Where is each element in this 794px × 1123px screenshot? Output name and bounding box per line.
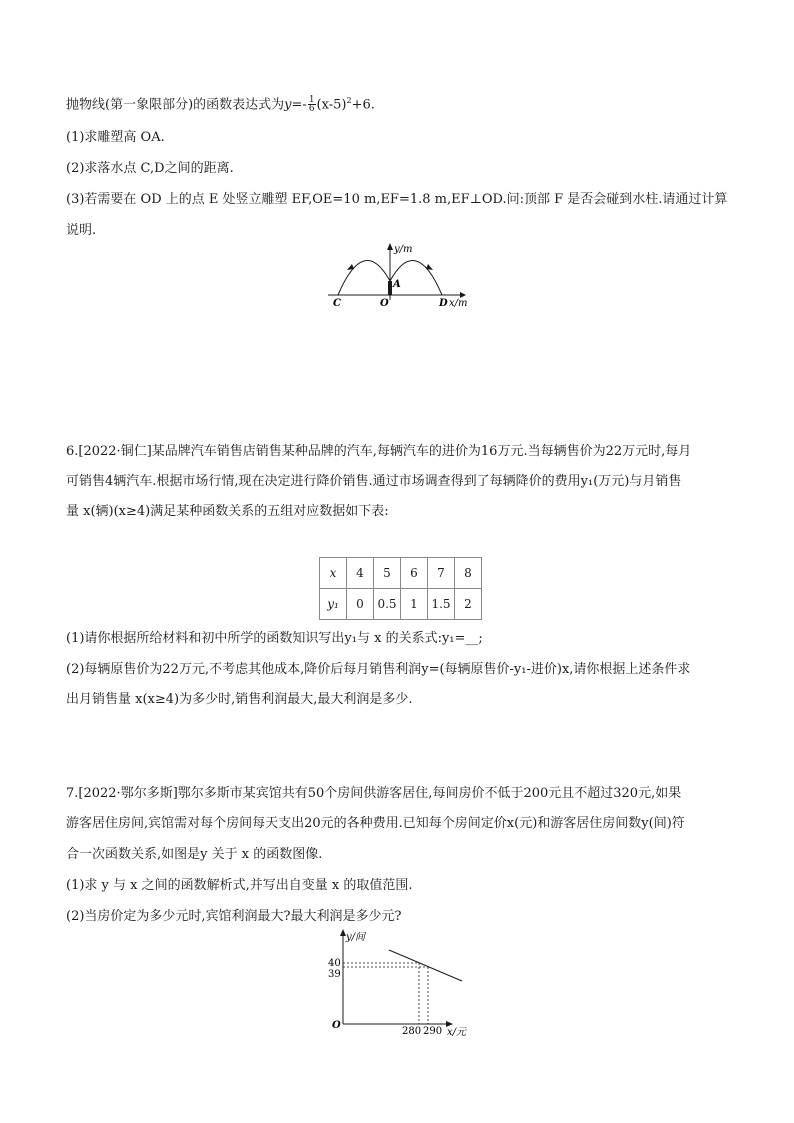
table-cell: 6 bbox=[401, 558, 428, 589]
fountain-label-c: C bbox=[333, 298, 341, 309]
q7-line3: 合一次函数关系,如图是y 关于 x 的函数图像. bbox=[66, 847, 323, 862]
q5-formula-eq: =- bbox=[291, 97, 307, 113]
table-header-y1: y₁ bbox=[320, 589, 347, 620]
fountain-y-arrow bbox=[387, 243, 393, 250]
q5-part1: (1)求雕塑高 OA. bbox=[66, 130, 165, 145]
graph-origin: O bbox=[332, 1020, 341, 1031]
table-cell: 1.5 bbox=[428, 589, 455, 620]
graph-x-label: x/元 bbox=[447, 1027, 467, 1038]
q5-formula-paren: (x-5) bbox=[316, 97, 347, 113]
q5-formula-lead: 抛物线(第一象限部分)的函数表达式为 bbox=[66, 97, 285, 113]
graph-y-label: y/间 bbox=[346, 932, 366, 943]
q6-part2: (2)每辆原售价为22万元,不考虑其他成本,降价后每月销售利润y=(每辆原售价-y₁-进价)x,请你根据上述条件求 bbox=[66, 662, 691, 677]
q5-formula-exp: 2 bbox=[346, 96, 352, 105]
q5-frac-num: 1 bbox=[308, 95, 315, 106]
table-header-x: x bbox=[320, 558, 347, 589]
fountain-figure bbox=[320, 240, 480, 315]
sculpture-oa bbox=[388, 281, 392, 295]
graph-tick-39: 39 bbox=[328, 969, 341, 980]
q7-line1: 7.[2022·鄂尔多斯]鄂尔多斯市某宾馆共有50个房间供游客居住,每间房价不低于200元且不超过320元,如果 bbox=[66, 786, 682, 801]
fountain-y-label: y/m bbox=[394, 244, 413, 255]
q7-part2: (2)当房价定为多少元时,宾馆利润最大?最大利润是多少元? bbox=[66, 909, 402, 924]
graph-tick-280: 280 bbox=[402, 1026, 422, 1037]
table-cell: 0.5 bbox=[374, 589, 401, 620]
fountain-label-o: O bbox=[380, 298, 389, 309]
q5-part3-cont: 说明. bbox=[66, 223, 97, 238]
water-arc-left bbox=[338, 261, 390, 295]
function-line bbox=[389, 950, 462, 981]
fountain-label-a: A bbox=[393, 279, 401, 290]
fountain-label-d: D bbox=[439, 298, 448, 309]
arc-arrow-left bbox=[347, 264, 354, 270]
arc-arrow-right bbox=[426, 264, 433, 270]
q5-formula-tail: +6. bbox=[351, 97, 375, 113]
q5-frac-den: 6 bbox=[308, 104, 315, 115]
q6-line1: 6.[2022·铜仁]某品牌汽车销售店销售某种品牌的汽车,每辆汽车的进价为16万元.当每辆售价为22万元时,每月 bbox=[66, 444, 692, 459]
q6-data-table bbox=[319, 557, 482, 620]
graph-tick-40: 40 bbox=[328, 958, 341, 969]
q6-part2-cont: 出月销售量 x(x≥4)为多少时,销售利润最大,最大利润是多少. bbox=[66, 692, 413, 707]
q6-part1: (1)请你根据所给材料和初中所学的函数知识写出y₁与 x 的关系式:y₁=__; bbox=[66, 631, 483, 646]
table-cell: 0 bbox=[347, 589, 374, 620]
table-row-y1 bbox=[320, 589, 482, 620]
q6-line2: 可销售4辆汽车.根据市场行情,现在决定进行降价销售.通过市场调查得到了每辆降价的费用y₁(万元)与月销售 bbox=[66, 474, 682, 489]
q5-formula-y: y bbox=[284, 97, 292, 113]
q7-part1: (1)求 y 与 x 之间的函数解析式,并写出自变量 x 的取值范围. bbox=[66, 878, 413, 893]
table-row-x bbox=[320, 558, 482, 589]
table-cell: 2 bbox=[455, 589, 482, 620]
q6-line3: 量 x(辆)(x≥4)满足某种函数关系的五组对应数据如下表: bbox=[66, 504, 389, 519]
q5-fraction bbox=[308, 96, 316, 113]
graph-tick-290: 290 bbox=[423, 1026, 443, 1037]
table-cell: 8 bbox=[455, 558, 482, 589]
table-cell: 7 bbox=[428, 558, 455, 589]
hotel-graph-figure bbox=[323, 926, 483, 1038]
q7-line2: 游客居住房间,宾馆需对每个房间每天支出20元的各种费用.已知每个房间定价x(元)和游客居住房间数y(间)符 bbox=[66, 816, 685, 831]
q5-formula-line bbox=[66, 92, 375, 114]
table-cell: 5 bbox=[374, 558, 401, 589]
table-cell: 4 bbox=[347, 558, 374, 589]
table-cell: 1 bbox=[401, 589, 428, 620]
fountain-x-label: x/m bbox=[449, 298, 468, 309]
q5-part2: (2)求落水点 C,D之间的距离. bbox=[66, 161, 234, 176]
q5-part3: (3)若需要在 OD 上的点 E 处竖立雕塑 EF,OE=10 m,EF=1.8 m,EF⊥OD.问:顶部 F 是否会碰到水柱.请通过计算 bbox=[66, 192, 728, 207]
